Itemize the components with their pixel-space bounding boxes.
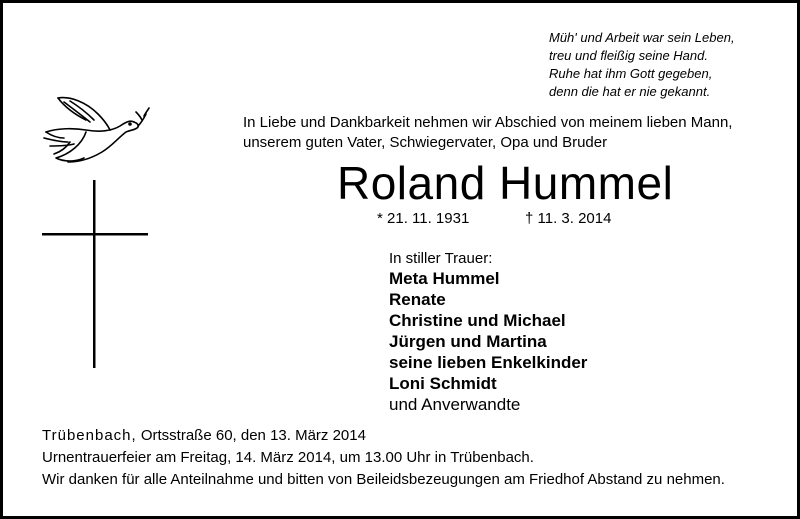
footer bbox=[42, 425, 725, 491]
poem bbox=[549, 29, 769, 101]
poem-line: denn die hat er nie gekannt. bbox=[549, 84, 711, 99]
mourners-list bbox=[389, 268, 587, 415]
poem-line: Müh' und Arbeit war sein Leben, bbox=[549, 30, 735, 45]
death-date: † 11. 3. 2014 bbox=[525, 210, 612, 227]
poem-line: treu und fleißig seine Hand. bbox=[549, 48, 708, 63]
place-name: Trübenbach, bbox=[42, 427, 137, 444]
dove-with-olive-branch-icon bbox=[40, 92, 150, 182]
mourners-closing: und Anverwandte bbox=[389, 395, 521, 414]
birth-date: * 21. 11. 1931 bbox=[377, 210, 470, 227]
cross-icon bbox=[40, 180, 150, 370]
intro-line: In Liebe und Dankbarkeit nehmen wir Abschied von meinem lieben Mann, bbox=[243, 114, 733, 131]
ceremony-line: Urnentrauerfeier am Freitag, 14. März 2014, um 13.00 Uhr in Trübenbach. bbox=[42, 449, 534, 466]
mourning-label: In stiller Trauer: bbox=[389, 250, 493, 267]
deceased-name: Roland Hummel bbox=[337, 157, 674, 209]
thanks-line: Wir danken für alle Anteilnahme und bitten von Beileidsbezeugungen am Friedhof Abstand zu nehmen. bbox=[42, 471, 725, 488]
place-date-line bbox=[42, 425, 725, 447]
mourner-name: Renate bbox=[389, 290, 446, 309]
intro-text bbox=[243, 113, 763, 153]
address-date: Ortsstraße 60, den 13. März 2014 bbox=[140, 427, 366, 444]
poem-line: Ruhe hat ihm Gott gegeben, bbox=[549, 66, 713, 81]
mourner-name: Christine und Michael bbox=[389, 311, 566, 330]
mourner-name: seine lieben Enkelkinder bbox=[389, 353, 588, 372]
intro-line: unserem guten Vater, Schwiegervater, Opa und Bruder bbox=[243, 134, 608, 151]
mourner-name: Meta Hummel bbox=[389, 269, 500, 288]
mourner-name: Loni Schmidt bbox=[389, 374, 497, 393]
mourner-name: Jürgen und Martina bbox=[389, 332, 547, 351]
